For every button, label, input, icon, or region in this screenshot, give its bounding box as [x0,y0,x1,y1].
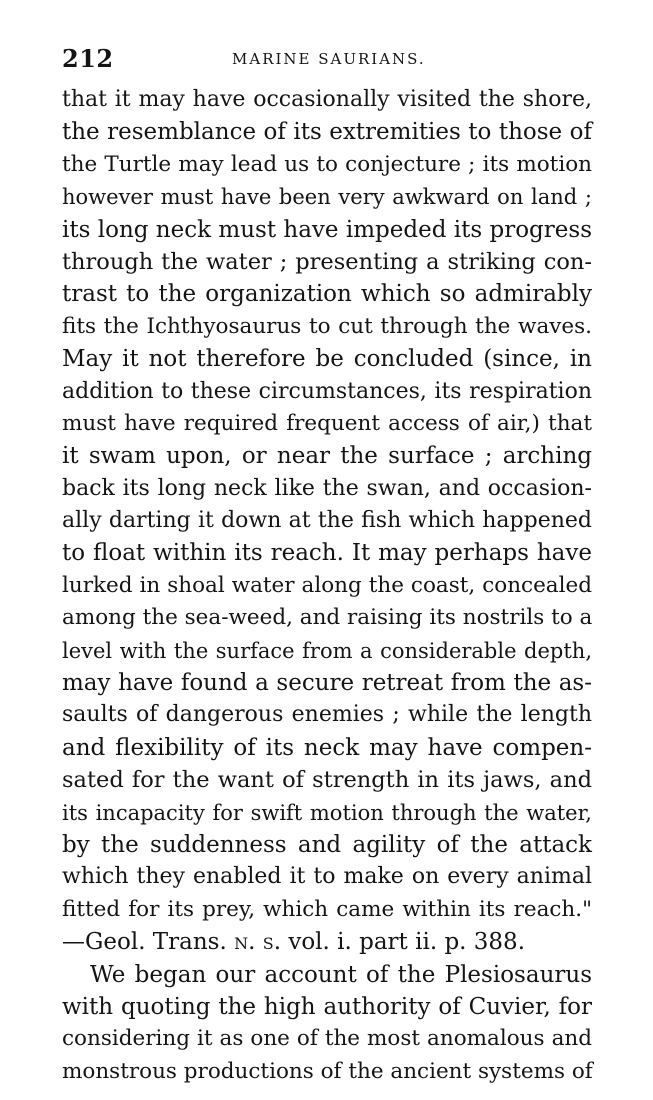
citation-rest: vol. i. part ii. p. 388. [288,929,525,956]
text-line: and flexibility of its neck may have compen- [62,734,592,761]
text-line: its incapacity for swift motion through the water, [62,800,592,825]
page-header [62,44,602,74]
text-line: monstrous productions of the ancient systems of [62,1058,593,1084]
text-line: however must have been very awkward on land ; [62,185,592,210]
text-line: sated for the want of strength in its jaws, and [62,767,592,794]
text-line: the resemblance of its extremities to those of [62,119,592,146]
text-line: trast to the organization which so admirably [62,281,592,308]
text-line: to float within its reach. It may perhaps have [62,540,592,567]
text-line: must have required frequent access of air,) that [62,410,592,436]
body-text [62,84,592,1088]
text-line: addition to these circumstances, its respiration [62,378,592,404]
text-line: by the suddenness and agility of the attack [62,831,592,858]
text-line: considering it as one of the most anomalous and [62,1026,592,1052]
text-line: May it not therefore be concluded (since, in [62,346,592,373]
text-line: saults of dangerous enemies ; while the length [62,702,592,728]
text-line: that it may have occasionally visited the shore, [62,87,592,112]
text-line: ally darting it down at the fish which happened [62,508,592,534]
text-line: lurked in shoal water along the coast, concealed [62,572,592,598]
text-line: the Turtle may lead us to conjecture ; its motion [62,151,592,177]
text-line: level with the surface from a considerable depth, [62,638,592,663]
text-line: fitted for its prey, which came within its reach." [62,896,592,922]
text-line: with quoting the high authority of Cuvier, for [62,993,592,1020]
text-line: through the water ; presenting a striking con- [62,248,592,275]
running-head: MARINE SAURIANS. [232,50,426,68]
text-line: it swam upon, or near the surface ; arching [62,443,592,470]
text-line: its long neck must have impeded its progress [62,216,592,243]
citation-line [62,926,592,958]
text-line: which they enabled it to make on every animal [62,864,592,890]
text-line: among the sea-weed, and raising its nostrils to a [62,605,593,631]
citation-prefix: —Geol. Trans. [62,929,227,956]
text-line: We began our account of the Plesiosaurus [90,961,592,988]
page-number: 212 [62,44,114,73]
citation-series: n. s. [234,929,282,956]
text-line: back its long neck like the swan, and occasion- [62,475,592,501]
text-line: may have found a secure retreat from the as- [62,670,592,697]
text-line: fits the Ichthyosaurus to cut through the waves. [62,313,592,339]
